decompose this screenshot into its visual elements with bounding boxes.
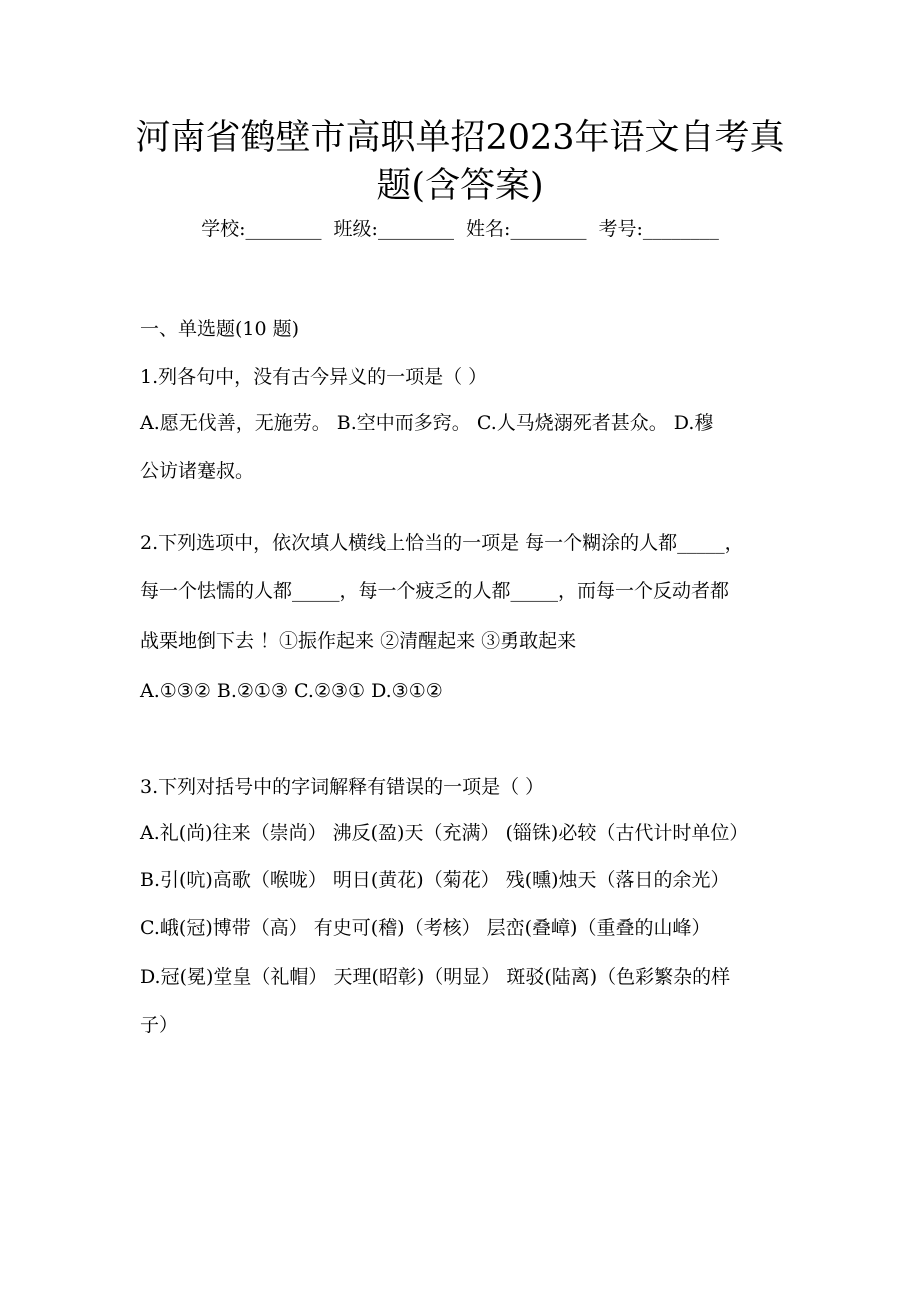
question-1-options: A.愿无伐善，无施劳。 B.空中而多窍。 C.人马烧溺死者甚众。 D.穆 [140,412,714,434]
question-2-stem-cont-2: 战栗地倒下去 ！①振作起来 ②清醒起来 ③勇敢起来 [140,630,577,652]
question-1-stem: 1.列各句中，没有古今异义的一项是（ ） [140,366,488,388]
section-heading: 一、单选题(10 题) [140,318,300,340]
question-3-option-c: C.峨(冠)博带（高） 有史可(稽)（考核） 层峦(叠嶂)（重叠的山峰） [140,917,711,939]
question-3-option-d-cont: 子） [140,1014,179,1036]
question-2-stem-cont: 每一个怯懦的人都_____，每一个疲乏的人都_____，而每一个反动者都 [140,580,730,602]
question-3-option-a: A.礼(尚)往来（崇尚） 沸反(盈)天（充满） (锱铢)必较（古代计时单位） [140,822,749,844]
question-2-stem: 2.下列选项中，依次填人横线上恰当的一项是 每一个糊涂的人都_____， [140,532,744,554]
document-title-line-2: 题(含答案) [376,166,544,206]
question-3-option-b: B.引(吭)高歌（喉咙） 明日(黄花)（菊花） 残(曛)烛天（落日的余光） [140,869,730,891]
question-2-options: A.①③② B.②①③ C.②③① D.③①② [140,680,443,702]
question-3-option-d: D.冠(冕)堂皇（礼帽） 天理(昭彰)（明显） 斑驳(陆离)（色彩繁杂的样 [140,966,731,988]
question-1-options-cont: 公访诸蹇叔。 [140,460,255,482]
document-title-line-1: 河南省鹤壁市高职单招2023年语文自考真 [135,118,785,158]
student-info-line: 学校:________ 班级:________ 姓名:________ 考号:________ [201,218,719,240]
question-3-stem: 3.下列对括号中的字词解释有错误的一项是（ ） [140,776,545,798]
